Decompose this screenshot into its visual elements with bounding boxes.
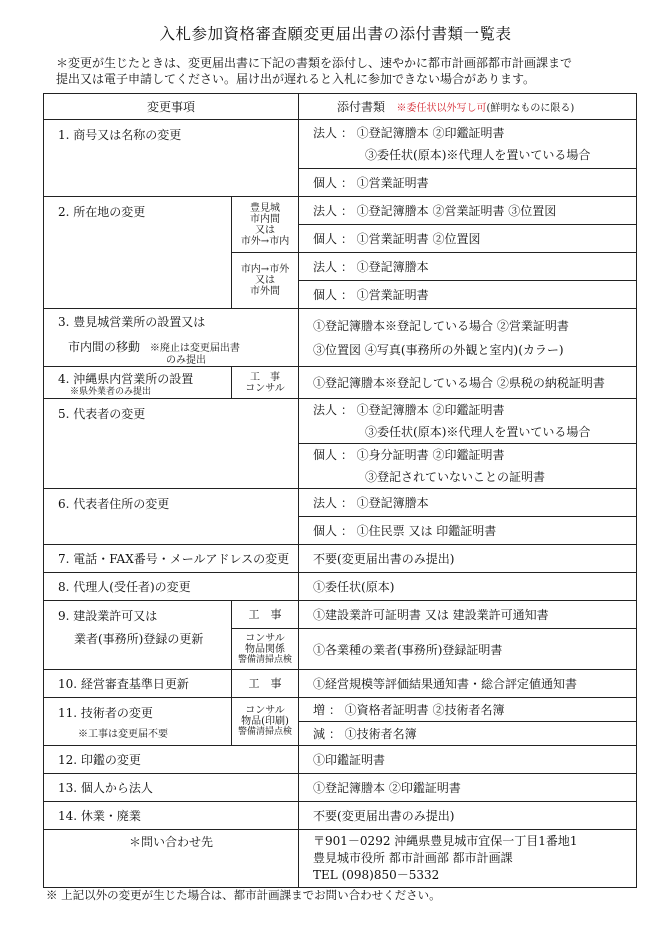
item-13: 13. 個人から法人 (44, 774, 299, 802)
contact-label: ＊問い合わせ先 (44, 830, 299, 888)
notice-line-2: 提出又は電子申請してください。届け出が遅れると入札に参加できない場合があります。 (56, 72, 536, 86)
contact-phone: TEL (098)850－5332 (313, 868, 440, 882)
item-note: ※県外業者のみ提出 (70, 387, 152, 397)
sub-11 (232, 698, 299, 746)
table-row (44, 802, 637, 830)
sub-label: 物品関係 (245, 643, 285, 655)
sub-label: 又は (255, 275, 275, 286)
table-row (44, 399, 637, 444)
item-11 (44, 698, 232, 746)
table-row (44, 746, 637, 774)
table-row (44, 774, 637, 802)
contact-address: 〒901－0292 沖縄県豊見城市宜保一丁目1番地1 (313, 834, 578, 848)
table-row (44, 367, 637, 399)
contact-info (299, 830, 637, 888)
docs-8: ①委任状(原本) (299, 573, 637, 601)
item-7: 7. 電話・FAX番号・メールアドレスの変更 (44, 545, 299, 573)
docs-1-corporate (299, 120, 637, 169)
item-10: 10. 経営審査基準日更新 (44, 670, 232, 698)
docs-7: 不要(変更届出書のみ提出) (299, 545, 637, 573)
item-3 (44, 309, 299, 367)
table-row (44, 545, 637, 573)
header-attachments-label: 添付書類 (337, 100, 386, 114)
doc-line: 個人 ： ①身分証明書 ②印鑑証明書 (313, 448, 505, 462)
sub-9-consult (232, 629, 299, 670)
header-note: (鮮明なものに限る) (486, 103, 575, 114)
docs-3 (299, 309, 637, 367)
docs-10: ①経営規模等評価結果通知書・総合評定値通知書 (299, 670, 637, 698)
table-row (44, 120, 637, 169)
table-row (44, 670, 637, 698)
header-attachments (299, 94, 637, 120)
doc-line: 法人 ： ①登記簿謄本 ②印鑑証明書 (313, 126, 505, 140)
notice-line-1: ＊変更が生じたときは、変更届出書に下記の書類を添付し、速やかに都市計画部都市計画課まで (56, 56, 573, 70)
docs-2a-individual: 個人 ： ①営業証明書 ②位置図 (299, 225, 637, 253)
docs-2a-corporate: 法人 ： ①登記簿謄本 ②営業証明書 ③位置図 (299, 197, 637, 225)
sub-10: 工 事 (232, 670, 299, 698)
item-5: 5. 代表者の変更 (44, 399, 299, 489)
item-label: 9. 建設業許可又は (58, 609, 158, 623)
sub-label: 警備清掃点検 (238, 654, 293, 665)
sub-label: コンサル (245, 705, 285, 716)
docs-14: 不要(変更届出書のみ提出) (299, 802, 637, 830)
footnote: ※ 上記以外の変更が生じた場合は、都市計画課までお問い合わせください。 (46, 888, 441, 902)
page-title: 入札参加資格審査願変更届出書の添付書類一覧表 (159, 25, 512, 43)
docs-5-corporate (299, 399, 637, 444)
item-8: 8. 代理人(受任者)の変更 (44, 573, 299, 601)
table-row (44, 197, 637, 225)
docs-9-construction: ①建設業許可証明書 又は 建設業許可通知書 (299, 601, 637, 629)
sub-9-construction: 工 事 (232, 601, 299, 629)
docs-6-corporate: 法人 ： ①登記簿謄本 (299, 489, 637, 517)
item-note: ※工事は変更届不要 (78, 729, 168, 740)
docs-12: ①印鑑証明書 (299, 746, 637, 774)
item-note: ※廃止は変更届出書 (149, 343, 240, 354)
item-label: 4. 沖縄県内営業所の設置 (58, 372, 194, 386)
docs-1-individual: 個人 ： ①営業証明書 (299, 169, 637, 197)
doc-line: ③委任状(原本)※代理人を置いている場合 (365, 425, 591, 439)
sub-label: 物品(印刷) (241, 716, 289, 727)
item-9 (44, 601, 232, 670)
sub-label: 豊見城 (250, 202, 280, 214)
sub-label: コンサル (245, 382, 285, 394)
docs-2b-individual: 個人 ： ①営業証明書 (299, 281, 637, 309)
header-red-note: ※委任状以外写し可 (396, 103, 487, 114)
header-change-item: 変更事項 (44, 94, 299, 120)
item-label: 11. 技術者の変更 (58, 706, 153, 720)
item-12: 12. 印鑑の変更 (44, 746, 299, 774)
table-row (44, 489, 637, 517)
table-header-row (44, 94, 637, 120)
notice (56, 55, 636, 87)
table-row (44, 698, 637, 722)
sub-label: コンサル (245, 632, 285, 644)
docs-6-individual: 個人 ： ①住民票 又は 印鑑証明書 (299, 517, 637, 545)
sub-label: 警備清掃点検 (238, 727, 293, 737)
sub-label: 工 事 (250, 371, 280, 383)
docs-13: ①登記簿謄本 ②印鑑証明書 (299, 774, 637, 802)
docs-11-increase: 増 ： ①資格者証明書 ②技術者名簿 (299, 698, 637, 722)
table-row (44, 309, 637, 367)
doc-line: ③位置図 ④写真(事務所の外観と室内)(カラー) (313, 342, 564, 357)
item-2: 2. 所在地の変更 (44, 197, 232, 309)
item-label: 業者(事務所)登録の更新 (74, 632, 204, 646)
doc-line: ③委任状(原本)※代理人を置いている場合 (365, 148, 591, 162)
docs-11-decrease: 減 ： ①技術者名簿 (299, 722, 637, 746)
item-label: 市内間の移動 (68, 340, 141, 354)
doc-line: 法人 ： ①登記簿謄本 ②印鑑証明書 (313, 403, 505, 417)
sub-label: 市内間 (250, 213, 280, 225)
table-row (44, 601, 637, 629)
item-4 (44, 367, 232, 399)
doc-line: ①登記簿謄本※登記している場合 ②営業証明書 (313, 318, 569, 333)
sub-label: 市外→市内 (240, 235, 290, 247)
item-14: 14. 休業・廃業 (44, 802, 299, 830)
sub-2-within-city (232, 197, 299, 253)
table-row (44, 830, 637, 888)
sub-label: 市外間 (250, 286, 280, 297)
sub-label: 市内→市外 (240, 264, 290, 275)
doc-line: ③登記されていないことの証明書 (365, 470, 546, 484)
item-6: 6. 代表者住所の変更 (44, 489, 299, 545)
sub-2-outside-city (232, 253, 299, 309)
docs-9-consult: ①各業種の業者(事務所)登録証明書 (299, 629, 637, 670)
docs-4: ①登記簿謄本※登記している場合 ②県税の納税証明書 (299, 367, 637, 399)
sub-label: 又は (255, 224, 275, 236)
item-label: 3. 豊見城営業所の設置又は (58, 315, 206, 329)
contact-office: 豊見城市役所 都市計画部 都市計画課 (313, 851, 513, 865)
docs-2b-corporate: 法人 ： ①登記簿謄本 (299, 253, 637, 281)
table-row (44, 573, 637, 601)
attachment-table (43, 93, 637, 888)
item-note: のみ提出 (166, 355, 206, 366)
sub-4 (232, 367, 299, 399)
docs-5-individual (299, 444, 637, 489)
item-1: 1. 商号又は名称の変更 (44, 120, 299, 197)
item-label-2 (58, 338, 298, 355)
